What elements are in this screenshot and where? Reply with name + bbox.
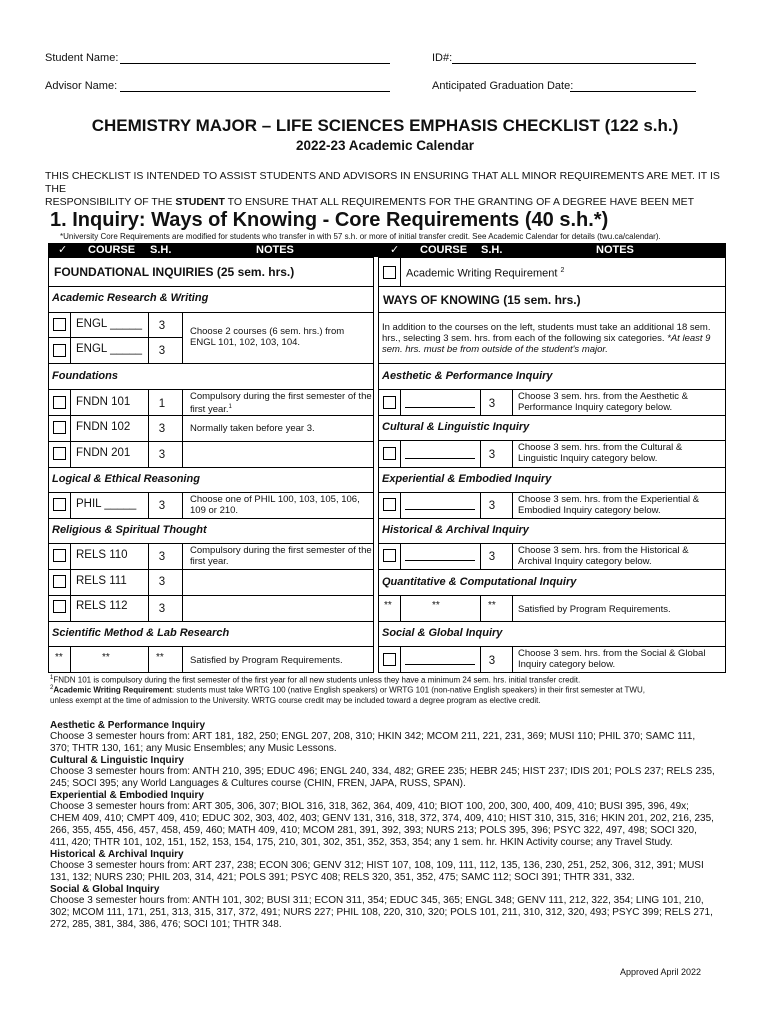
divider: [378, 492, 726, 493]
category-block: [50, 849, 740, 884]
divider: [48, 467, 374, 468]
fndn101-course: FNDN 101: [76, 396, 131, 408]
divider: [48, 492, 374, 493]
sci-note: Satisfied by Program Requirements.: [190, 655, 343, 666]
category-line: 266, 355, 455, 456, 457, 458, 459, 460; MATH 409, 410; MCOM 281, 391, 392, 393; NURS 213; POLS 395, 396; PSYC 322, 497, 498; SOCI 320,: [50, 825, 697, 836]
rels110-sh: 3: [158, 551, 166, 563]
approved-date: Approved April 2022: [620, 967, 702, 977]
phil-checkbox[interactable]: [53, 498, 66, 511]
engl2-sh: 3: [158, 345, 166, 357]
col-divider: [148, 389, 149, 467]
category-block: [50, 755, 740, 790]
divider: [378, 621, 726, 622]
divider: [48, 415, 374, 416]
col-divider: [512, 492, 513, 518]
col-divider: [480, 440, 481, 467]
divider: [48, 518, 374, 519]
aesthetic-course-field[interactable]: [405, 407, 475, 408]
historical-course-field[interactable]: [405, 560, 475, 561]
religious-category: Religious & Spiritual Thought: [52, 524, 207, 536]
category-block: [50, 720, 740, 755]
notes-col-header: NOTES: [256, 244, 294, 256]
experiential-course-field[interactable]: [405, 509, 475, 510]
col-divider: [400, 595, 401, 621]
phil-note: Choose one of PHIL 100, 103, 105, 106, 109 or 210.: [190, 494, 360, 516]
engl1-course[interactable]: ENGL _____: [76, 318, 143, 330]
page-title: CHEMISTRY MAJOR – LIFE SCIENCES EMPHASIS CHECKLIST (122 s.h.): [91, 116, 679, 135]
category-line: 272, 285, 381, 384, 386, 476; SOCI 101; THTR 348.: [50, 919, 282, 930]
id-label: ID#:: [432, 52, 453, 64]
advisor-name-field[interactable]: [120, 91, 390, 92]
quant-sh-marker: **: [488, 600, 496, 611]
divider: [48, 312, 374, 313]
fndn101-sh: 1: [158, 398, 166, 410]
social-checkbox[interactable]: [383, 653, 396, 666]
category-line: 131, 132; NURS 230; PHIL 203, 314, 421; POLS 391; PSYC 408; RELS 320, 351, 352, 475; SAMC 112; SOCI 391; THTR 331, 332.: [50, 872, 635, 883]
col-divider: [512, 389, 513, 415]
category-line: 370; THTR 130, 161; any Music Ensembles; any Music Lessons.: [50, 743, 337, 754]
divider: [48, 595, 374, 596]
logical-category: Logical & Ethical Reasoning: [52, 473, 200, 485]
divider: [378, 569, 726, 570]
cultural-sh: 3: [488, 449, 496, 461]
category-heading: Experiential & Embodied Inquiry: [50, 790, 204, 801]
category-block: [50, 790, 740, 849]
col-divider: [182, 543, 183, 621]
cultural-category: Cultural & Linguistic Inquiry: [382, 421, 530, 433]
category-line: 302; MCOM 111, 171, 251, 313, 315, 317, 372, 491; NURS 227; PHIL 108, 220, 310, 320; POLS 101, 211, 310, 312, 320, 493; PSYC 399; RELS 271,: [50, 907, 713, 918]
col-divider: [400, 440, 401, 467]
cultural-checkbox[interactable]: [383, 447, 396, 460]
col-divider: [148, 313, 149, 363]
divider: [378, 646, 726, 647]
rels111-checkbox[interactable]: [53, 575, 66, 588]
social-category: Social & Global Inquiry: [382, 627, 503, 639]
col-divider: [512, 646, 513, 673]
fndn201-checkbox[interactable]: [53, 447, 66, 460]
col-divider: [512, 440, 513, 467]
quant-course-marker: **: [432, 600, 440, 611]
student-name-field[interactable]: [120, 63, 390, 64]
sci-course-marker: **: [102, 652, 110, 663]
col-divider: [400, 257, 401, 286]
historical-sh: 3: [488, 551, 496, 563]
col-divider: [70, 492, 71, 518]
col-divider: [148, 492, 149, 518]
divider: [378, 363, 726, 364]
divider: [378, 595, 726, 596]
graduation-date-field[interactable]: [570, 91, 696, 92]
col-divider: [400, 492, 401, 518]
col-divider: [70, 646, 71, 673]
aesthetic-checkbox[interactable]: [383, 396, 396, 409]
quant-category: Quantitative & Computational Inquiry: [382, 576, 577, 588]
course-col-header: COURSE: [88, 244, 136, 256]
id-field[interactable]: [452, 63, 696, 64]
rels110-checkbox[interactable]: [53, 549, 66, 562]
quant-check-marker: **: [384, 600, 392, 611]
historical-category: Historical & Archival Inquiry: [382, 524, 529, 536]
col-divider: [148, 646, 149, 673]
divider: [48, 621, 374, 622]
footnote-1: $^1$FNDN 101 is compulsory during the first semester of the first year for all new students unless they have a minimum 24 sem. hrs. initial transfer credit.: [50, 675, 581, 685]
experiential-category: Experiential & Embodied Inquiry: [382, 473, 552, 485]
experiential-checkbox[interactable]: [383, 498, 396, 511]
experiential-note: Choose 3 sem. hrs. from the Experiential & Embodied Inquiry category below.: [518, 494, 700, 516]
divider: [378, 389, 726, 390]
col-divider: [182, 313, 183, 363]
engl2-checkbox[interactable]: [53, 344, 66, 357]
divider: [378, 543, 726, 544]
col-divider: [512, 543, 513, 569]
academic-rw-category: Academic Research & Writing: [52, 292, 209, 304]
col-divider: [70, 389, 71, 467]
aesthetic-note: Choose 3 sem. hrs. from the Aesthetic & Performance Inquiry category below.: [518, 391, 689, 413]
divider: [48, 543, 374, 544]
category-line: 411, 420; THTR 101, 102, 151, 152, 153, 154, 175, 210, 301, 302, 351, 352, 353, 354; any 1 sem. hr. HKIN Activity course; any Travel Study.: [50, 837, 673, 848]
category-line: 245; SOCI 395; any World Languages & Cultures course (CHIN, FREN, JAPA, RUSS, SPAN).: [50, 778, 466, 789]
divider: [48, 389, 374, 390]
student-name-label: Student Name:: [45, 52, 119, 64]
course-col-header-right: COURSE: [420, 244, 468, 256]
col-divider: [512, 595, 513, 621]
divider: [48, 441, 374, 442]
footnote-2: $^2$Academic Writing Requirement: students must take WRTG 100 (native English speakers) or WRTG 101 (non-native English speakers) in their first semester at TWU, unless exempt at the time of admission to the University. WRTG course credit may be included toward a degree program as elective credit.: [50, 685, 645, 705]
check-col-header: ✓: [58, 244, 68, 256]
sci-check-marker: **: [55, 652, 63, 663]
social-note: Choose 3 sem. hrs. from the Social & Global Inquiry category below.: [518, 648, 706, 670]
category-line: Choose 3 semester hours from: ANTH 210, 395; EDUC 496; ENGL 240, 334, 482; GREE 235; HEBR 245; HIST 237; IDIS 201; POLS 237; RELS 235,: [50, 766, 715, 777]
table-header-bar: [48, 243, 726, 257]
col-divider: [182, 492, 183, 518]
col-divider: [480, 492, 481, 518]
fndn201-sh: 3: [158, 449, 166, 461]
divider: [378, 312, 726, 313]
wok-header: WAYS OF KNOWING (15 sem. hrs.): [383, 293, 581, 307]
historical-note: Choose 3 sem. hrs. from the Historical & Archival Inquiry category below.: [518, 545, 689, 567]
engl1-checkbox[interactable]: [53, 318, 66, 331]
quant-note: Satisfied by Program Requirements.: [518, 604, 671, 615]
category-line: CHEM 409, 410; CMPT 409, 410; EDUC 302, 303, 402, 403; GENV 131, 316, 318, 372, 374, 409, 410; HIST 310, 315, 316; HKIN 201, 202, 216, 235,: [50, 813, 714, 824]
divider: [378, 440, 726, 441]
divider: [378, 518, 726, 519]
cultural-note: Choose 3 sem. hrs. from the Cultural & Linguistic Inquiry category below.: [518, 442, 683, 464]
section-note: *University Core Requirements are modified for students who transfer in with 57 s.h. or more of initial transfer credit. See Academic Calendar for details (twu.ca/calendar).: [60, 232, 661, 241]
intro-text: THIS CHECKLIST IS INTENDED TO ASSIST STUDENTS AND ADVISORS IN ENSURING THAT ALL MINOR REQUIREMENTS ARE MET. IT IS THE RESPONSIBILITY OF THE STUDENT TO ENSURE THAT ALL REQUIREMENTS FOR THE GRANTING OF A DEGREE HAVE BEEN MET: [45, 170, 720, 208]
awr-label: Academic Writing Requirement $^2$: [406, 267, 565, 280]
aesthetic-category: Aesthetic & Performance Inquiry: [382, 370, 553, 382]
col-divider: [70, 313, 71, 363]
sh-col-header-right: S.H.: [481, 244, 503, 256]
category-line: Choose 3 semester hours from: ART 305, 306, 307; BIOL 316, 318, 362, 364, 409, 410; BIOT 100, 200, 300, 400, 409, 410; BUSI 395, 396, 49x;: [50, 801, 689, 812]
category-heading: Historical & Archival Inquiry: [50, 849, 184, 860]
col-divider: [182, 389, 183, 467]
col-divider: [480, 389, 481, 415]
rels112-checkbox[interactable]: [53, 600, 66, 613]
rels111-sh: 3: [158, 576, 166, 588]
col-divider: [400, 543, 401, 569]
sci-sh-marker: **: [156, 652, 164, 663]
engl-note: Choose 2 courses (6 sem. hrs.) from ENGL 101, 102, 103, 104.: [190, 326, 345, 348]
category-heading: Cultural & Linguistic Inquiry: [50, 755, 184, 766]
fndn102-course: FNDN 102: [76, 421, 131, 433]
fndn102-checkbox[interactable]: [53, 421, 66, 434]
rels110-course: RELS 110: [76, 549, 128, 561]
fndn102-sh: 3: [158, 423, 166, 435]
divider: [378, 467, 726, 468]
rels112-course: RELS 112: [76, 600, 128, 612]
social-course-field[interactable]: [405, 664, 475, 665]
fndn101-note: Compulsory during the first semester of the first year.$^1$: [190, 391, 372, 416]
phil-sh: 3: [158, 500, 166, 512]
engl1-sh: 3: [158, 320, 166, 332]
rels110-note: Compulsory during the first semester of the first year.: [190, 545, 372, 567]
foundations-category: Foundations: [52, 370, 118, 382]
col-divider: [148, 543, 149, 621]
col-divider: [480, 646, 481, 673]
experiential-sh: 3: [488, 500, 496, 512]
check-col-header-right: ✓: [390, 244, 400, 256]
section-heading: 1. Inquiry: Ways of Knowing - Core Requirements (40 s.h.*): [50, 209, 609, 231]
divider: [48, 569, 374, 570]
divider: [48, 646, 374, 647]
category-heading: Social & Global Inquiry: [50, 884, 160, 895]
rels112-sh: 3: [158, 603, 166, 615]
sh-col-header: S.H.: [150, 244, 172, 256]
scientific-category: Scientific Method & Lab Research: [52, 627, 230, 639]
historical-checkbox[interactable]: [383, 549, 396, 562]
divider: [48, 363, 374, 364]
col-divider: [182, 646, 183, 673]
fndn201-course: FNDN 201: [76, 447, 131, 459]
divider: [378, 286, 726, 287]
col-divider: [400, 389, 401, 415]
category-line: Choose 3 semester hours from: ANTH 101, 302; BUSI 311; ECON 311, 354; EDUC 345, 365; ENGL 348; GENV 111, 212, 322, 354; LING 101, 210,: [50, 895, 704, 906]
page-subtitle: 2022-23 Academic Calendar: [295, 138, 475, 153]
social-sh: 3: [488, 655, 496, 667]
notes-col-header-right: NOTES: [596, 244, 634, 256]
col-divider: [480, 595, 481, 621]
graduation-date-label: Anticipated Graduation Date:: [432, 80, 574, 92]
aesthetic-sh: 3: [488, 398, 496, 410]
category-line: Choose 3 semester hours from: ART 237, 238; ECON 306; GENV 312; HIST 107, 108, 109, 111, 112, 135, 136, 230, 251, 252, 306, 312, 391; MUSI: [50, 860, 704, 871]
fndn101-checkbox[interactable]: [53, 396, 66, 409]
engl2-course[interactable]: ENGL _____: [76, 343, 143, 355]
phil-course[interactable]: PHIL _____: [76, 498, 137, 510]
category-heading: Aesthetic & Performance Inquiry: [50, 720, 206, 731]
advisor-name-label: Advisor Name:: [45, 80, 118, 92]
rels111-course: RELS 111: [76, 575, 127, 587]
category-block: [50, 884, 740, 931]
category-line: Choose 3 semester hours from: ART 181, 182, 250; ENGL 207, 208, 310; HKIN 342; MCOM 211, 221, 231, 369; MUSI 110; PHIL 370; SAMC 111,: [50, 731, 696, 742]
divider: [48, 337, 182, 338]
divider: [378, 415, 726, 416]
cultural-course-field[interactable]: [405, 458, 475, 459]
divider: [48, 286, 374, 287]
awr-checkbox[interactable]: [383, 266, 396, 279]
col-divider: [70, 543, 71, 621]
wok-note: In addition to the courses on the left, students must take an additional 18 sem. hrs., selecting 3 sem. hrs. from each of the following six categories. *At least 9 sem. hrs. must be from outside of the student's major.: [382, 322, 711, 355]
col-divider: [400, 646, 401, 673]
col-divider: [480, 543, 481, 569]
fndn102-note: Normally taken before year 3.: [190, 423, 315, 434]
category-course-lists: [50, 720, 740, 931]
foundational-header: FOUNDATIONAL INQUIRIES (25 sem. hrs.): [54, 265, 295, 279]
